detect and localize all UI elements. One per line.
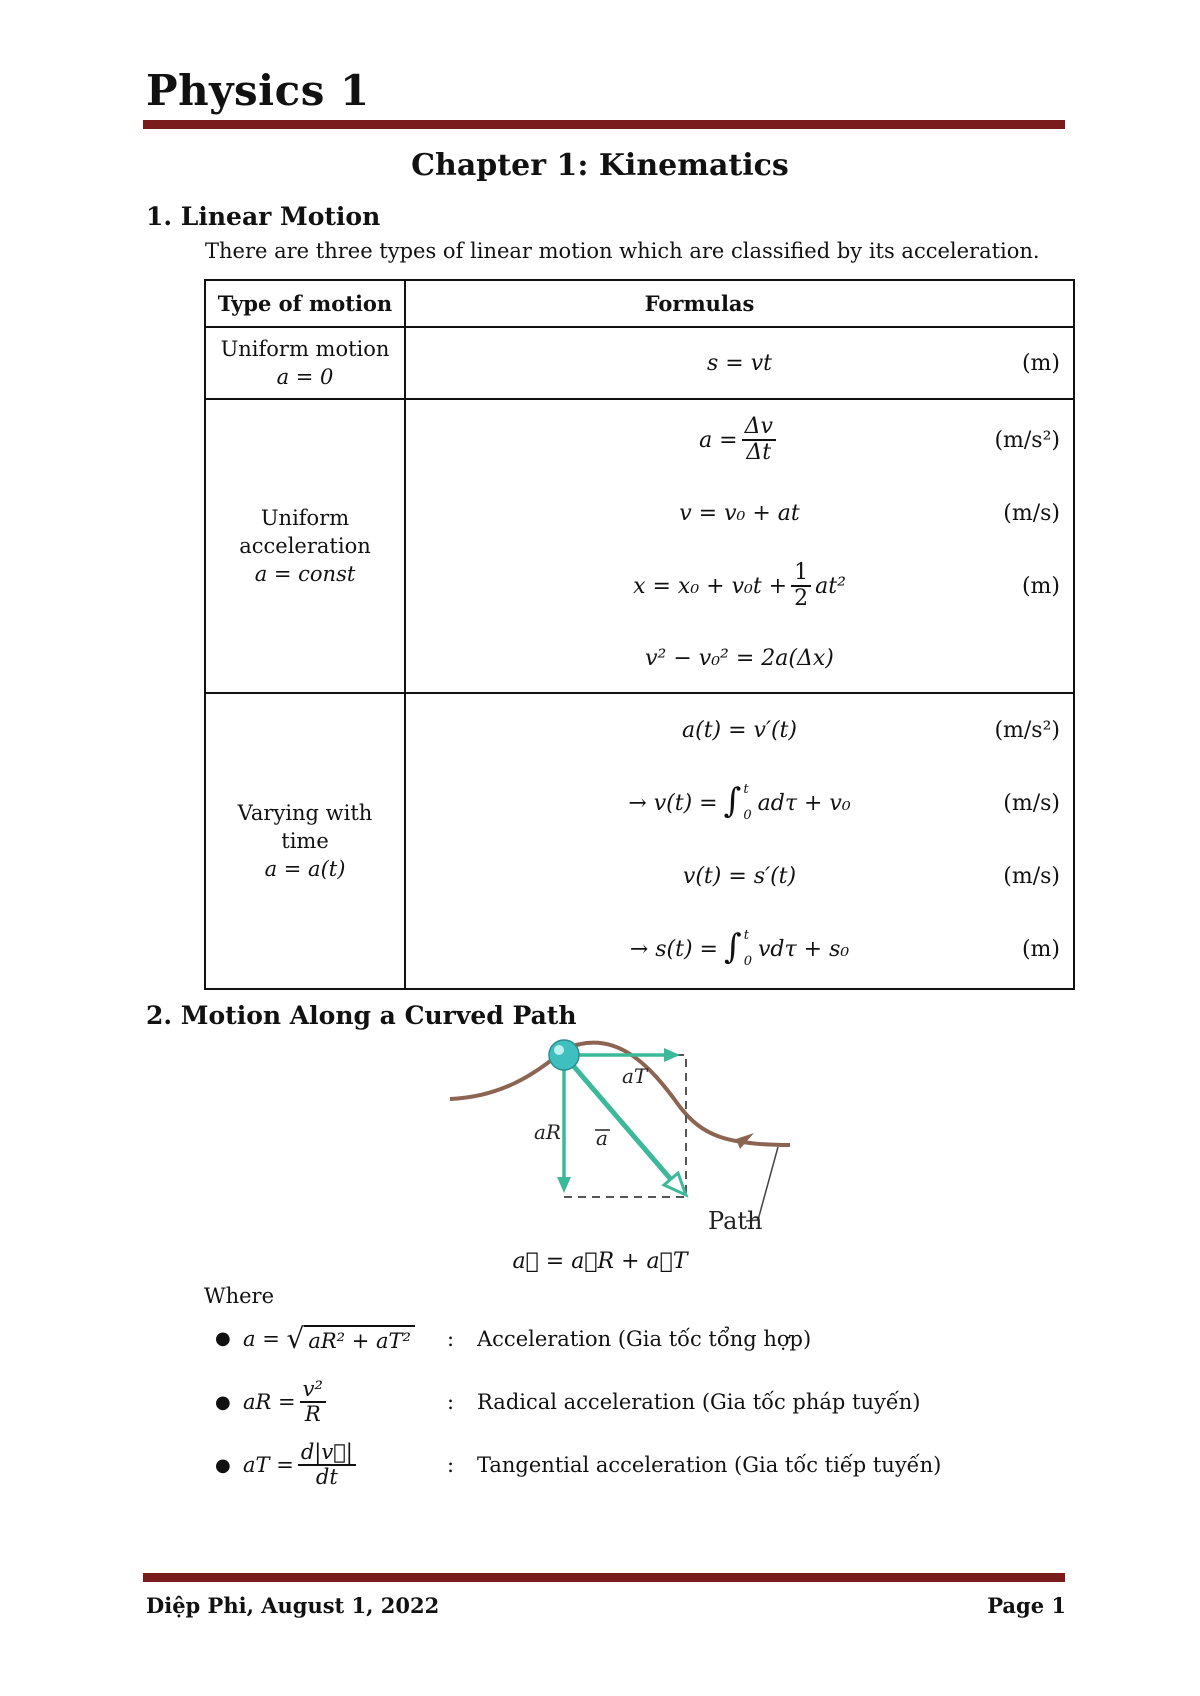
formula: aR = $\frac{\text{v²}}{R}$ bbox=[243, 1378, 447, 1426]
type-condition: a = 0 bbox=[276, 365, 334, 389]
type-cell bbox=[205, 693, 405, 989]
col-header-type: Type of motion bbox=[205, 280, 405, 327]
equation: x = x₀ + v₀t + $\frac{1}{2}$ at² (m) bbox=[633, 559, 1060, 611]
label-a: a bbox=[596, 1126, 608, 1150]
integral-icon: ∫ bbox=[723, 781, 742, 821]
equation: v = v₀ + at (m/s) bbox=[679, 500, 1060, 526]
equation: → s(t) = ∫ t 0 vdτ + s₀ (m) bbox=[407, 911, 1072, 987]
description: Radical acceleration (Gia tốc pháp tuyến) bbox=[477, 1390, 921, 1415]
where-label: Where bbox=[204, 1284, 275, 1308]
label-path: Path bbox=[708, 1207, 763, 1235]
fraction: $\frac{d|v⃗|}{dt}$ bbox=[298, 1441, 356, 1489]
equation: v(t) = s′(t) (m/s) bbox=[682, 863, 1060, 889]
table-row-varying-with-time bbox=[205, 693, 1074, 989]
integral-limits: t 0 bbox=[743, 928, 752, 969]
colon: : bbox=[447, 1390, 455, 1415]
footer-rule bbox=[143, 1573, 1065, 1582]
vector-equation: a⃗ = a⃗R + a⃗T bbox=[512, 1249, 688, 1274]
type-label: Uniform motion bbox=[220, 337, 390, 361]
type-condition: a = a(t) bbox=[264, 857, 346, 881]
path-arrowhead bbox=[736, 1133, 754, 1149]
section-heading-linear-motion: 1. Linear Motion bbox=[146, 202, 381, 231]
fraction: $\frac{\Delta v}{\Delta t}$ bbox=[742, 415, 776, 465]
page-title: Physics 1 bbox=[146, 66, 370, 115]
particle bbox=[549, 1040, 579, 1070]
formulas-cell bbox=[405, 327, 1074, 399]
label-aT: aT bbox=[622, 1064, 648, 1088]
equation: → v(t) = ∫ t 0 adτ + v₀ (m/s) bbox=[407, 765, 1072, 841]
type-label: time bbox=[281, 829, 329, 853]
description: Tangential acceleration (Gia tốc tiếp tuyến) bbox=[477, 1453, 942, 1478]
formulas-cell bbox=[405, 693, 1074, 989]
colon: : bbox=[447, 1453, 455, 1478]
table-row-uniform-acceleration bbox=[205, 399, 1074, 693]
type-label: Varying with bbox=[237, 801, 373, 825]
fraction: $\frac{\text{v²}}{R}$ bbox=[300, 1378, 326, 1426]
formula: aT = $\frac{d|v⃗|}{dt}$ bbox=[243, 1441, 447, 1489]
list-item bbox=[215, 1378, 921, 1426]
type-cell bbox=[205, 399, 405, 693]
header-rule bbox=[143, 120, 1065, 129]
bullet-icon: ● bbox=[215, 1454, 231, 1476]
col-header-formulas: Formulas bbox=[405, 280, 1074, 327]
description: Acceleration (Gia tốc tổng hợp) bbox=[477, 1326, 812, 1351]
equation: a = $\frac{\Delta v}{\Delta t}$ (m/s²) bbox=[699, 413, 1060, 465]
section-intro: There are three types of linear motion which are classified by its acceleration. bbox=[205, 239, 1040, 263]
equation: v² − v₀² = 2a(Δx) bbox=[645, 645, 834, 671]
formulas-cell bbox=[405, 399, 1074, 693]
a-arrow bbox=[564, 1055, 674, 1183]
footer-page-number: Page 1 bbox=[987, 1593, 1066, 1618]
list-item bbox=[215, 1441, 941, 1489]
type-condition: a = const bbox=[254, 562, 356, 586]
fraction: $\frac{1}{2}$ bbox=[791, 561, 811, 611]
section-heading-curved-path: 2. Motion Along a Curved Path bbox=[146, 1001, 577, 1030]
list-item bbox=[215, 1322, 811, 1355]
motion-table bbox=[204, 279, 1075, 990]
table-row-uniform-motion bbox=[205, 327, 1074, 399]
type-label: acceleration bbox=[239, 534, 371, 558]
footer-author-date: Diệp Phi, August 1, 2022 bbox=[146, 1593, 440, 1618]
bullet-icon: ● bbox=[215, 1391, 231, 1413]
label-aR: aR bbox=[534, 1120, 561, 1144]
aT-arrowhead bbox=[664, 1048, 680, 1062]
formula: a = √ aR² + aT² bbox=[243, 1322, 447, 1355]
path-curve bbox=[450, 1043, 790, 1145]
type-cell bbox=[205, 327, 405, 399]
integral-icon: ∫ bbox=[723, 927, 742, 967]
aR-arrowhead bbox=[557, 1177, 571, 1193]
equation: s = vt (m) bbox=[707, 350, 1060, 376]
type-label: Uniform bbox=[260, 506, 350, 530]
particle-highlight bbox=[554, 1045, 564, 1055]
bullet-icon: ● bbox=[215, 1328, 231, 1349]
curved-path-diagram bbox=[440, 1035, 820, 1245]
integral-limits: t 0 bbox=[743, 782, 752, 823]
chapter-title: Chapter 1: Kinematics bbox=[411, 148, 789, 183]
colon: : bbox=[447, 1326, 455, 1351]
equation: a(t) = v′(t) (m/s²) bbox=[682, 717, 1060, 743]
